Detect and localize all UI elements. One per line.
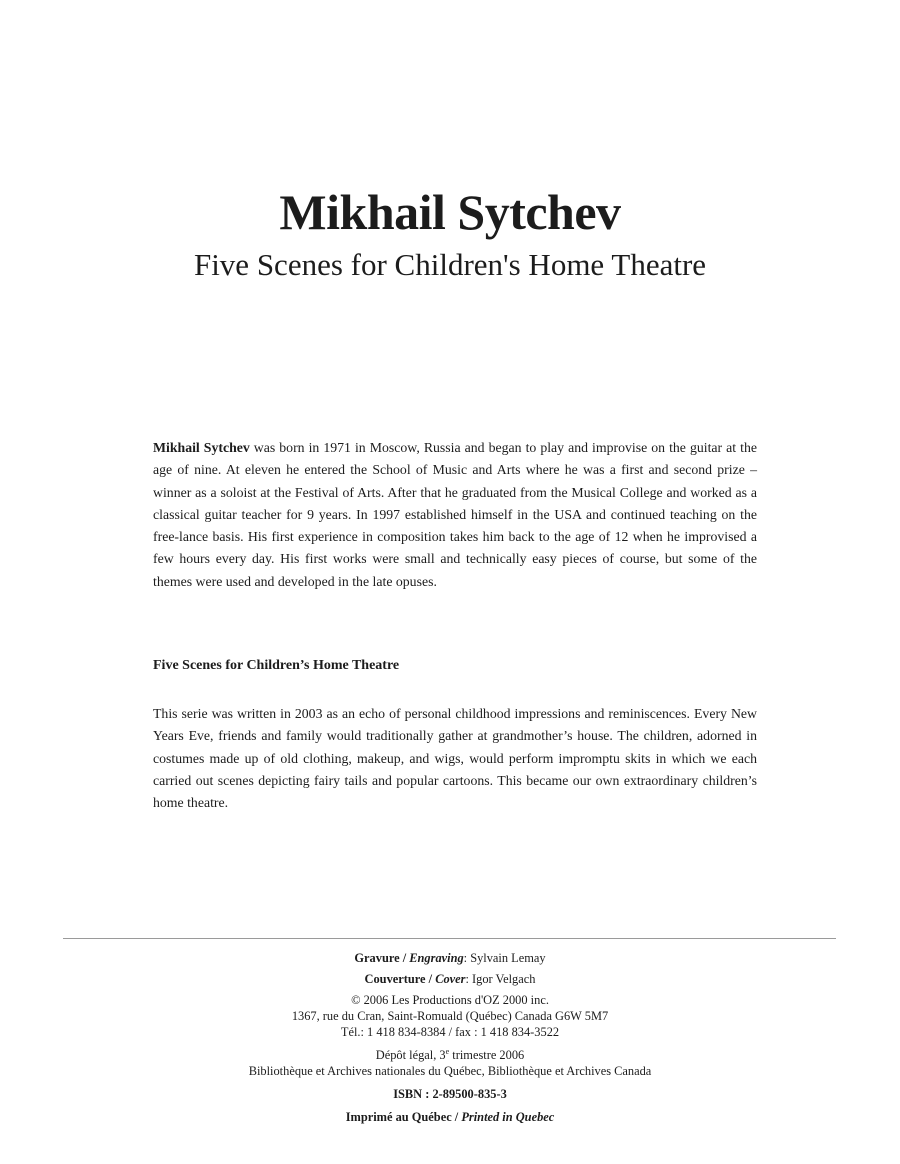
section-heading: Five Scenes for Children’s Home Theatre xyxy=(153,658,400,673)
legal-deposit-line: Dépôt légal, 3e trimestre 2006 xyxy=(375,1046,525,1062)
work-title: Five Scenes for Children's Home Theatre xyxy=(193,247,707,282)
biography-text: was born in 1971 in Moscow, Russia and began to play and improvise on the guitar at the age of nine. At eleven he entered the School of Music and Arts where he was a first and second prize – winner as a soloist at the Festival of Arts. After that he graduated from the Musical College and worked as a classical guitar teacher for 9 years. In 1997 established himself in the USA and continued teaching on the free-lance basis. His first experience in composition takes him back to the age of 12 when he improvised a few hours every day. His first works were small and technically easy pieces of course, but some of the themes were used and developed in the late opuses. xyxy=(153,440,757,589)
biography-paragraph xyxy=(153,437,757,593)
cover-credit: Couverture / Cover: Igor Velgach xyxy=(364,972,536,986)
biography-lead-name: Mikhail Sytchev xyxy=(153,440,250,455)
title-block xyxy=(0,182,900,288)
copyright-line: © 2006 Les Productions d'OZ 2000 inc. xyxy=(351,993,549,1007)
engraving-credit: Gravure / Engraving: Sylvain Lemay xyxy=(354,951,546,965)
credits-block xyxy=(0,950,900,1125)
author-name: Mikhail Sytchev xyxy=(279,184,621,240)
libraries-line: Bibliothèque et Archives nationales du Québec, Bibliothèque et Archives Canada xyxy=(248,1064,652,1078)
address-line: 1367, rue du Cran, Saint-Romuald (Québec) Canada G6W 5M7 xyxy=(291,1009,609,1023)
printed-line: Imprimé au Québec / Printed in Quebec xyxy=(345,1110,555,1124)
phone-line: Tél.: 1 418 834-8384 / fax : 1 418 834-3522 xyxy=(340,1025,560,1039)
isbn-line: ISBN : 2-89500-835-3 xyxy=(393,1087,507,1101)
divider xyxy=(63,938,836,939)
series-description: This serie was written in 2003 as an echo of personal childhood impressions and reminiscences. Every New Years Eve, friends and family would traditionally gather at grandmother’s house. The children, adorned in costumes made up of old clothing, makeup, and wigs, would perform impromptu skits in which we each carried out scenes depicting fairy tails and popular cartoons. This became our own extraordinary children’s home theatre. xyxy=(153,706,757,811)
